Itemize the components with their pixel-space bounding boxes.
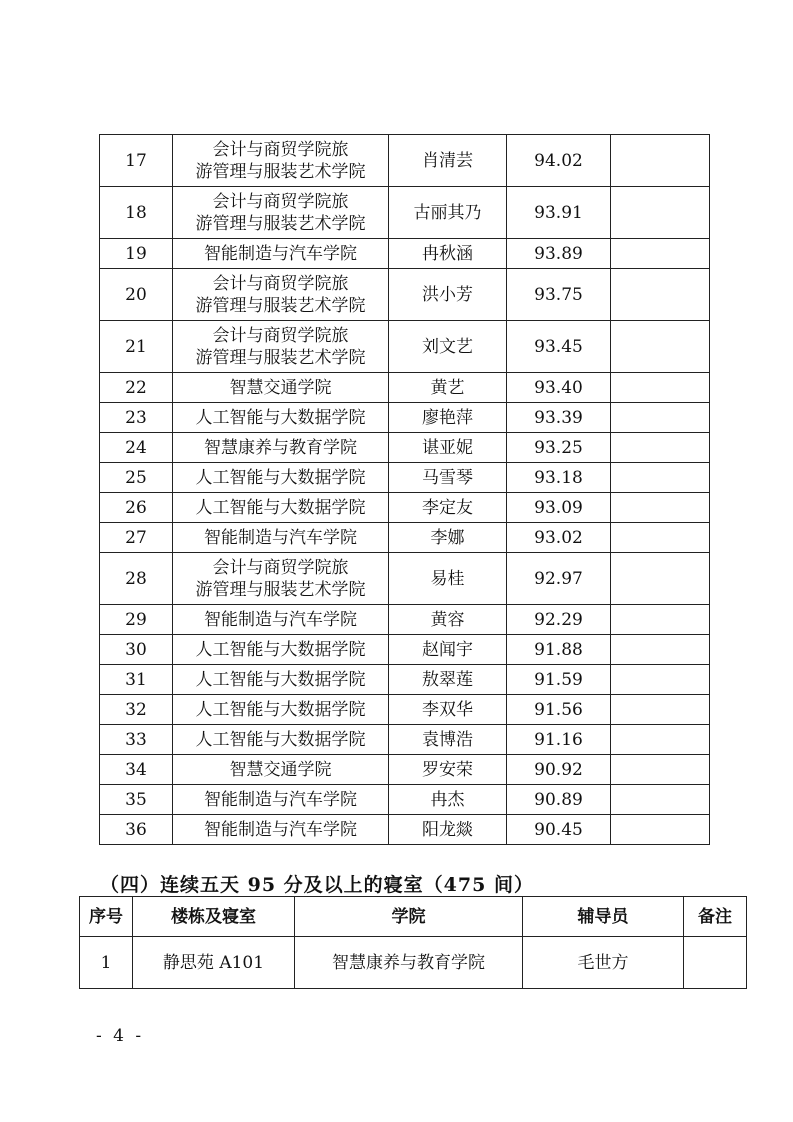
cell-college (173, 269, 389, 321)
cell-college: 人工智能与大数据学院 (173, 665, 389, 695)
cell-note (611, 695, 710, 725)
cell-note (611, 135, 710, 187)
cell-no: 27 (100, 523, 173, 553)
cell-note (611, 373, 710, 403)
cell-no: 31 (100, 665, 173, 695)
cell-name: 阳龙燚 (389, 815, 507, 845)
cell-no: 19 (100, 239, 173, 269)
table-row (100, 755, 710, 785)
cell-college (173, 187, 389, 239)
cell-college: 智能制造与汽车学院 (173, 239, 389, 269)
cell-no: 30 (100, 635, 173, 665)
score-table (99, 134, 710, 845)
table-row (100, 815, 710, 845)
cell-note (611, 785, 710, 815)
cell-score: 93.39 (507, 403, 611, 433)
table-row (100, 695, 710, 725)
cell-name: 刘文艺 (389, 321, 507, 373)
cell-note (611, 665, 710, 695)
cell-note (611, 187, 710, 239)
cell-name: 马雪琴 (389, 463, 507, 493)
cell-score: 90.92 (507, 755, 611, 785)
table-row (100, 433, 710, 463)
cell-no: 24 (100, 433, 173, 463)
cell-name: 易桂 (389, 553, 507, 605)
college-line-1: 会计与商贸学院旅 (212, 557, 349, 578)
cell-score: 93.91 (507, 187, 611, 239)
header-no: 序号 (80, 897, 133, 937)
cell-score: 90.45 (507, 815, 611, 845)
cell-score: 92.97 (507, 553, 611, 605)
dorm-table-header-row (80, 897, 747, 937)
cell-college: 智能制造与汽车学院 (173, 785, 389, 815)
cell-note (611, 755, 710, 785)
table-row (100, 493, 710, 523)
cell-no: 28 (100, 553, 173, 605)
cell-score: 93.40 (507, 373, 611, 403)
table-row (100, 553, 710, 605)
cell-score: 93.02 (507, 523, 611, 553)
cell-college: 智能制造与汽车学院 (173, 815, 389, 845)
cell-score: 91.59 (507, 665, 611, 695)
cell-name: 罗安荣 (389, 755, 507, 785)
cell-college: 智慧交通学院 (173, 373, 389, 403)
cell-name: 肖清芸 (389, 135, 507, 187)
cell-name: 黄艺 (389, 373, 507, 403)
cell-note (611, 605, 710, 635)
table-row (100, 635, 710, 665)
table-row (100, 725, 710, 755)
cell-score: 91.88 (507, 635, 611, 665)
cell-name: 谌亚妮 (389, 433, 507, 463)
cell-college: 智能制造与汽车学院 (173, 605, 389, 635)
cell-note (611, 815, 710, 845)
cell-score: 93.45 (507, 321, 611, 373)
cell-score: 93.89 (507, 239, 611, 269)
cell-score: 93.25 (507, 433, 611, 463)
cell-score: 94.02 (507, 135, 611, 187)
cell-score: 93.09 (507, 493, 611, 523)
cell-no: 32 (100, 695, 173, 725)
cell-note (611, 493, 710, 523)
cell-name: 冉杰 (389, 785, 507, 815)
cell-score: 91.16 (507, 725, 611, 755)
cell-name: 李双华 (389, 695, 507, 725)
cell-no: 25 (100, 463, 173, 493)
college-line-2: 游管理与服装艺术学院 (195, 347, 366, 368)
cell-name: 冉秋涵 (389, 239, 507, 269)
cell-college: 人工智能与大数据学院 (173, 493, 389, 523)
cell-college: 人工智能与大数据学院 (173, 725, 389, 755)
table-row (100, 403, 710, 433)
cell-no: 22 (100, 373, 173, 403)
cell-college: 人工智能与大数据学院 (173, 635, 389, 665)
header-college: 学院 (295, 897, 523, 937)
cell-no: 33 (100, 725, 173, 755)
cell-score: 92.29 (507, 605, 611, 635)
table-row (100, 523, 710, 553)
cell-note (611, 725, 710, 755)
cell-note (611, 403, 710, 433)
college-line-2: 游管理与服装艺术学院 (195, 161, 366, 182)
cell-note (611, 433, 710, 463)
table-row (100, 187, 710, 239)
cell-no: 21 (100, 321, 173, 373)
cell-no: 34 (100, 755, 173, 785)
dorm-table (79, 896, 747, 989)
cell-note (611, 321, 710, 373)
table-row (100, 269, 710, 321)
cell-college: 智慧康养与教育学院 (295, 937, 523, 989)
section-heading: （四）连续五天 95 分及以上的寝室（475 间） (100, 874, 534, 896)
cell-name: 李定友 (389, 493, 507, 523)
cell-score: 90.89 (507, 785, 611, 815)
cell-no: 35 (100, 785, 173, 815)
cell-name: 敖翠莲 (389, 665, 507, 695)
cell-no: 26 (100, 493, 173, 523)
table-row (100, 605, 710, 635)
cell-no: 23 (100, 403, 173, 433)
cell-note (684, 937, 747, 989)
header-counselor: 辅导员 (523, 897, 684, 937)
cell-score: 91.56 (507, 695, 611, 725)
page-number: - 4 - (96, 1026, 145, 1046)
cell-no: 29 (100, 605, 173, 635)
cell-name: 李娜 (389, 523, 507, 553)
cell-college: 人工智能与大数据学院 (173, 403, 389, 433)
college-line-1: 会计与商贸学院旅 (212, 139, 349, 160)
cell-college: 智慧康养与教育学院 (173, 433, 389, 463)
college-line-1: 会计与商贸学院旅 (212, 191, 349, 212)
cell-no: 36 (100, 815, 173, 845)
cell-college (173, 553, 389, 605)
college-line-2: 游管理与服装艺术学院 (195, 295, 366, 316)
cell-note (611, 635, 710, 665)
cell-note (611, 553, 710, 605)
cell-college (173, 135, 389, 187)
cell-note (611, 463, 710, 493)
table-row (100, 665, 710, 695)
table-row (100, 785, 710, 815)
cell-room: 静思苑 A101 (133, 937, 295, 989)
cell-note (611, 239, 710, 269)
cell-name: 黄容 (389, 605, 507, 635)
cell-name: 袁博浩 (389, 725, 507, 755)
cell-name: 赵闻宇 (389, 635, 507, 665)
college-line-2: 游管理与服装艺术学院 (195, 579, 366, 600)
table-row (100, 239, 710, 269)
table-row (100, 135, 710, 187)
college-line-1: 会计与商贸学院旅 (212, 273, 349, 294)
cell-college: 智能制造与汽车学院 (173, 523, 389, 553)
cell-name: 廖艳萍 (389, 403, 507, 433)
cell-note (611, 269, 710, 321)
cell-no: 18 (100, 187, 173, 239)
cell-score: 93.18 (507, 463, 611, 493)
cell-college: 人工智能与大数据学院 (173, 463, 389, 493)
header-note: 备注 (684, 897, 747, 937)
cell-note (611, 523, 710, 553)
cell-score: 93.75 (507, 269, 611, 321)
table-row (100, 373, 710, 403)
cell-college: 人工智能与大数据学院 (173, 695, 389, 725)
cell-no: 1 (80, 937, 133, 989)
cell-college: 智慧交通学院 (173, 755, 389, 785)
cell-name: 洪小芳 (389, 269, 507, 321)
header-room: 楼栋及寝室 (133, 897, 295, 937)
score-table-body (100, 135, 710, 845)
table-row (100, 321, 710, 373)
dorm-table-row (80, 937, 747, 989)
table-row (100, 463, 710, 493)
cell-no: 20 (100, 269, 173, 321)
cell-no: 17 (100, 135, 173, 187)
college-line-2: 游管理与服装艺术学院 (195, 213, 366, 234)
cell-name: 古丽其乃 (389, 187, 507, 239)
cell-college (173, 321, 389, 373)
cell-counselor: 毛世方 (523, 937, 684, 989)
college-line-1: 会计与商贸学院旅 (212, 325, 349, 346)
